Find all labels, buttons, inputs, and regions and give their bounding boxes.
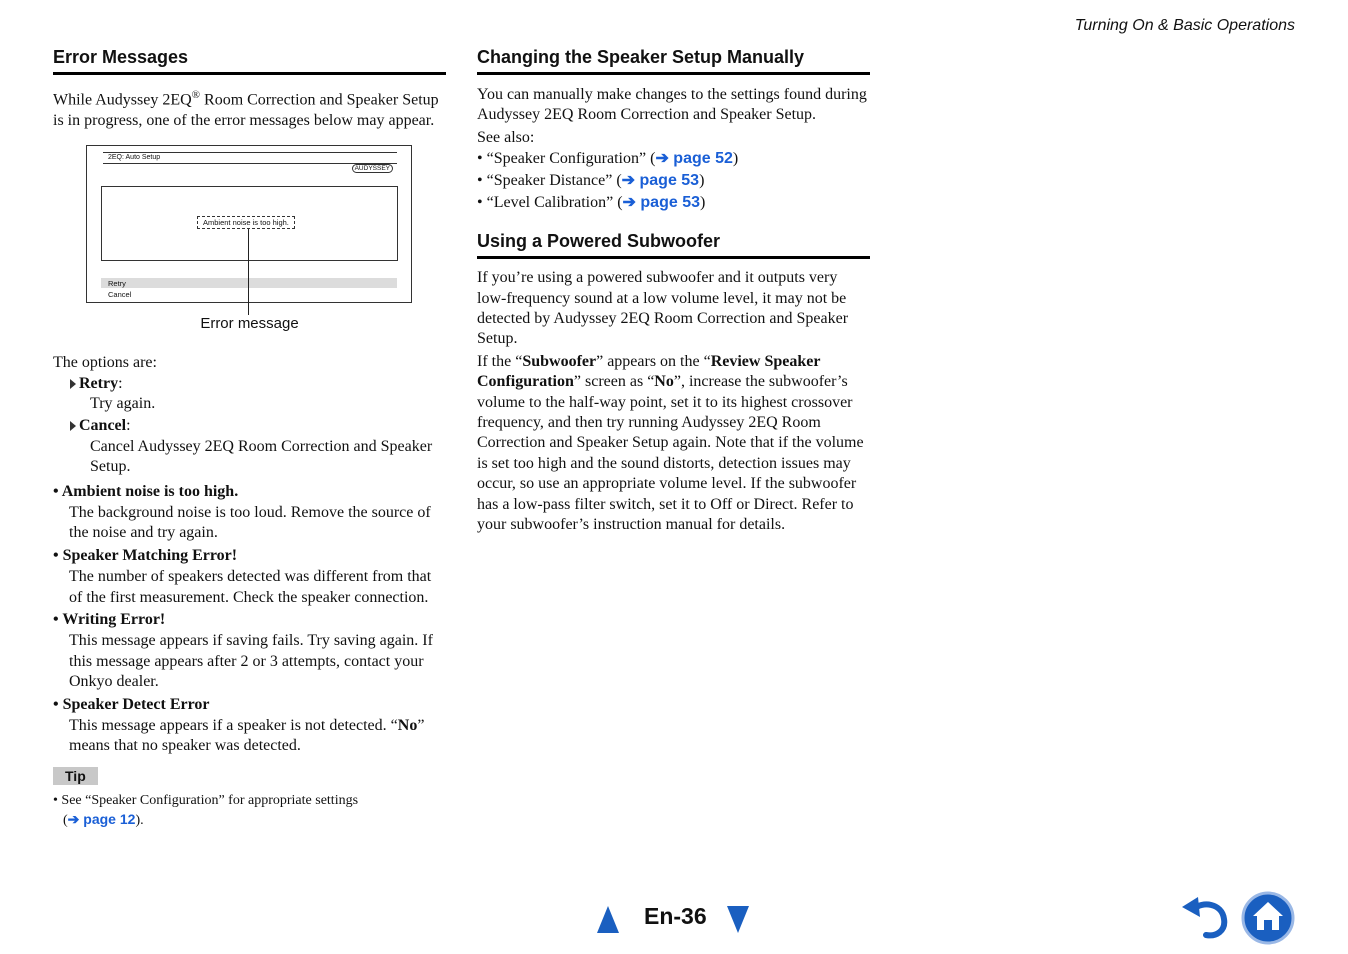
triangle-bullet-icon <box>70 421 76 431</box>
option-cancel: Cancel: <box>53 416 446 436</box>
page-52-link[interactable]: ➔ page 52 <box>655 150 733 168</box>
screen-option-cancel: Cancel <box>108 290 132 300</box>
error-detect-desc: This message appears if a speaker is not detected. “No” means that no speaker was detected. <box>69 717 425 755</box>
audyssey-logo: AUDYSSEY <box>352 164 393 173</box>
tip-label: Tip <box>53 767 98 785</box>
error-matching-title: • Speaker Matching Error! <box>53 546 238 564</box>
screen-option-retry: Retry <box>108 279 126 289</box>
option-retry: Retry: <box>53 374 446 394</box>
error-intro: While Audyssey 2EQ® Room Correction and Speaker Setup is in progress, one of the error messages below may appear. <box>53 89 439 129</box>
screen-title: 2EQ: Auto Setup <box>108 154 161 162</box>
middle-column <box>477 46 870 536</box>
subwoofer-para-1: If you’re using a powered subwoofer and it outputs very low-frequency sound at a low volume level, it may not be detected by Audyssey 2EQ Room Correction and Speaker Setup. <box>477 269 849 348</box>
error-matching-desc: The number of speakers detected was different from that of the first measurement. Check the speaker connection. <box>69 568 432 606</box>
error-ambient-desc: The background noise is too loud. Remove the source of the noise and try again. <box>69 503 431 542</box>
page-53-link-2[interactable]: ➔ page 53 <box>622 194 700 212</box>
subwoofer-heading: Using a Powered Subwoofer <box>477 230 870 259</box>
home-icon[interactable] <box>1241 891 1295 945</box>
page-number: En-36 <box>644 903 707 929</box>
subwoofer-section <box>477 230 870 535</box>
see-also-item: • “Level Calibration” (➔ page 53) <box>477 194 706 212</box>
tip-page-link[interactable]: ➔ page 12 <box>67 810 136 827</box>
triangle-bullet-icon <box>70 379 76 389</box>
see-also-item: • “Speaker Configuration” (➔ page 52) <box>477 150 739 168</box>
figure-caption: Error message <box>200 315 299 333</box>
error-writing-desc: This message appears if saving fails. Try saving again. If this message appears after 2 or 3 attempts, contact your Onkyo dealer. <box>69 632 433 691</box>
screen-illustration <box>86 145 412 303</box>
tip-text: • See “Speaker Configuration” for appropriate settings (➔ page 12). <box>53 792 359 828</box>
manual-setup-para: You can manually make changes to the settings found during Audyssey 2EQ Room Correction and Speaker Setup. <box>477 86 867 124</box>
up-triangle-icon[interactable] <box>597 906 619 933</box>
screen-error-message: Ambient noise is too high. <box>197 216 295 229</box>
left-column <box>53 46 446 830</box>
back-arrow-icon[interactable] <box>1180 895 1230 939</box>
caption-leader-line <box>248 229 249 315</box>
see-also-item: • “Speaker Distance” (➔ page 53) <box>477 172 705 190</box>
error-writing-title: • Writing Error! <box>53 611 166 629</box>
running-header: Turning On & Basic Operations <box>1074 17 1295 34</box>
manual-setup-heading: Changing the Speaker Setup Manually <box>477 46 870 75</box>
screen-message-box <box>101 186 398 261</box>
error-ambient-title: • Ambient noise is too high. <box>53 482 239 500</box>
option-retry-desc: Try again. <box>90 394 156 412</box>
down-triangle-icon[interactable] <box>727 906 749 933</box>
see-also-label: See also: <box>477 128 535 146</box>
see-also-list <box>477 148 870 214</box>
subwoofer-para-2: If the “Subwoofer” appears on the “Review Speaker Configuration” screen as “No”, increase the subwoofer’s volume to the half-way point, set it to its highest crossover frequency, and then try running Audyssey 2EQ Room Correction and Speaker Setup again. Note that if the volume is set too high and the sound distorts, detection issues may occur, so use an appropriate volume level. If the subwoofer has a low-pass filter switch, set it to Off or Direct. Refer to your subwoofer’s instruction manual for details. <box>477 352 864 534</box>
error-screen-figure <box>53 145 446 345</box>
page-53-link[interactable]: ➔ page 53 <box>621 172 700 190</box>
option-cancel-desc: Cancel Audyssey 2EQ Room Correction and Speaker Setup. <box>90 437 433 476</box>
options-intro: The options are: <box>53 354 157 372</box>
error-detect-title: • Speaker Detect Error <box>53 695 210 713</box>
error-messages-heading: Error Messages <box>53 46 446 75</box>
